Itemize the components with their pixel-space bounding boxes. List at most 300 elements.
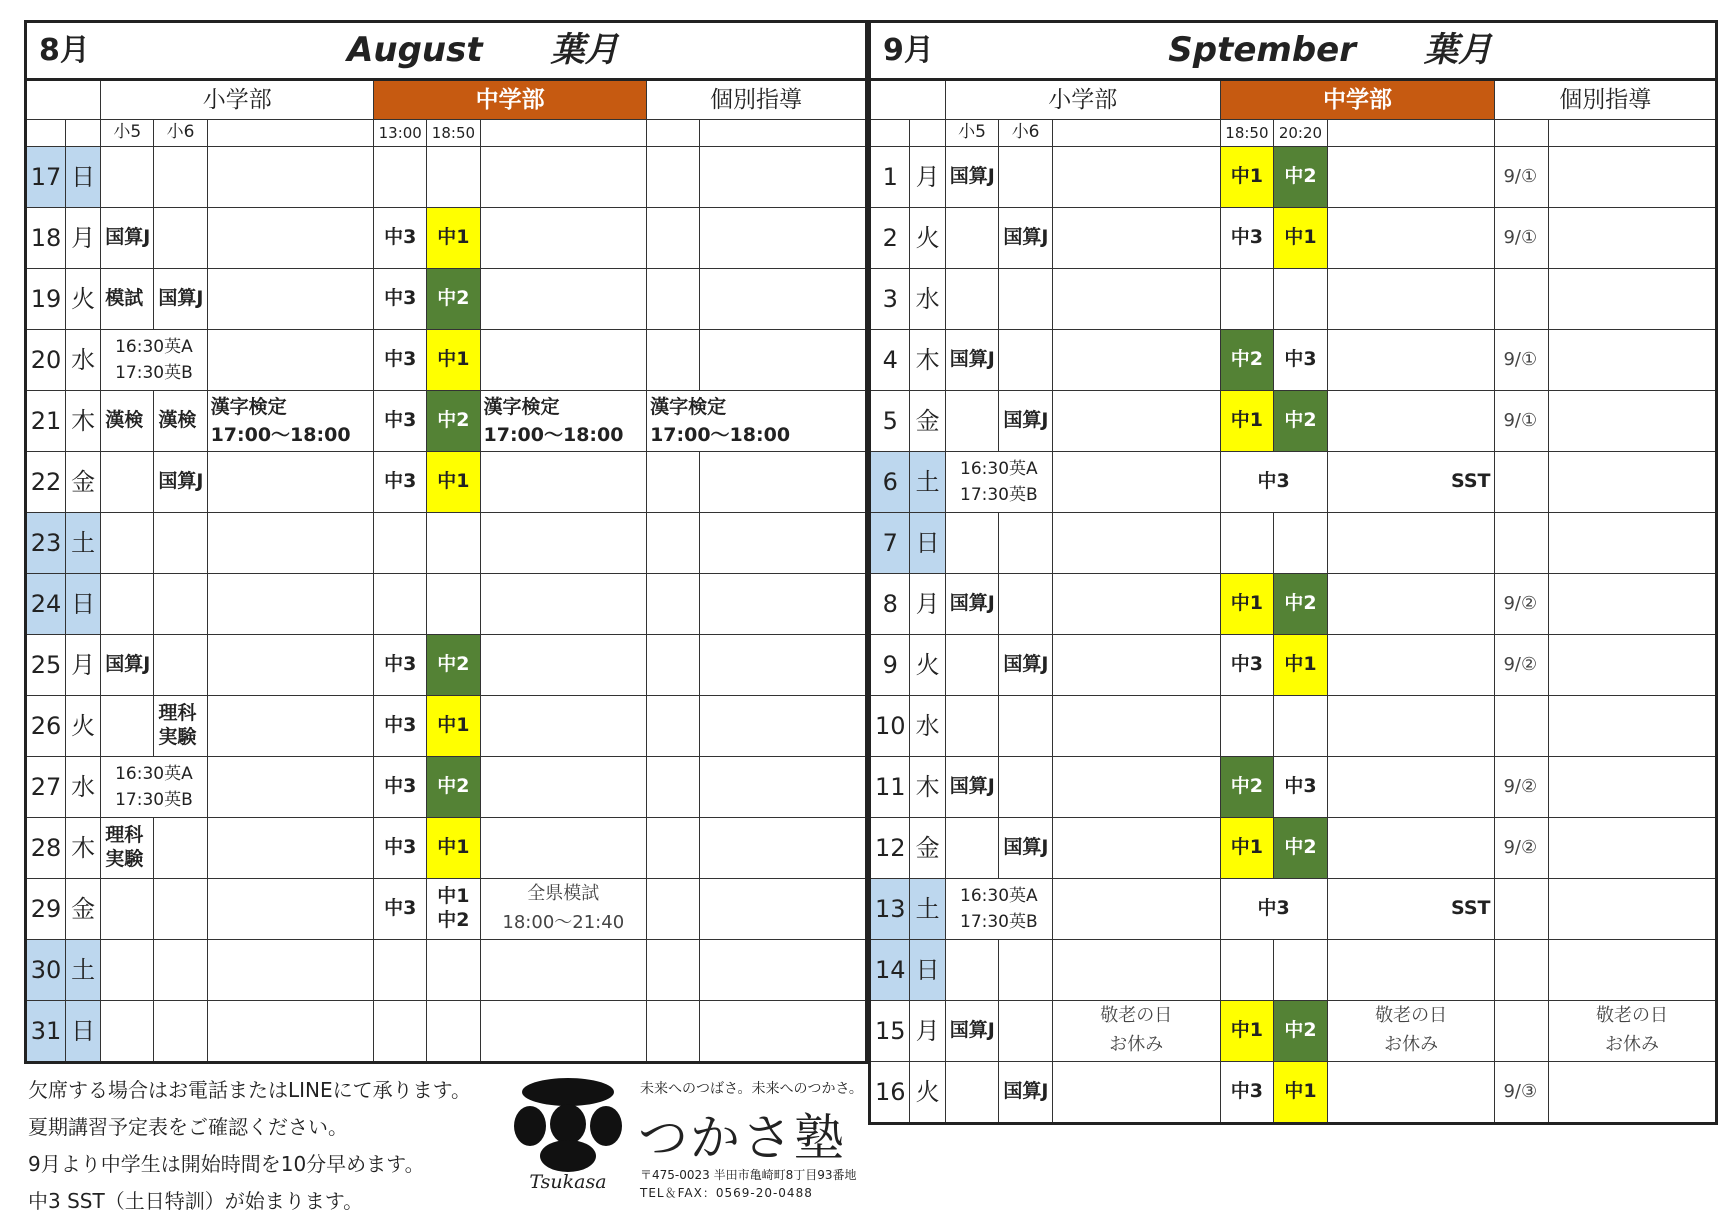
junior-high-note-cell xyxy=(1327,208,1495,269)
junior-high-note-cell xyxy=(480,208,647,269)
weekday: 火 xyxy=(910,635,945,696)
elementary-note-cell xyxy=(1052,940,1220,1001)
individual-cell-b xyxy=(1549,574,1717,635)
elementary-grade6-cell xyxy=(154,208,207,269)
individual-cell-b xyxy=(1549,330,1717,391)
junior-high-note-cell xyxy=(480,757,647,818)
elementary-grade6-cell: 国算J xyxy=(999,818,1053,879)
weekday: 水 xyxy=(66,757,101,818)
individual-cell-a xyxy=(647,696,700,757)
elementary-grade5-cell xyxy=(101,940,154,1001)
elementary-note-cell xyxy=(207,269,374,330)
individual-cell-b xyxy=(700,208,867,269)
elementary-grade6-cell: 国算J xyxy=(999,1062,1053,1124)
junior-high-time-b-cell xyxy=(1274,940,1328,1001)
elementary-grade5-cell xyxy=(945,818,999,879)
day-number: 25 xyxy=(26,635,66,696)
junior-high-note-cell xyxy=(1327,147,1495,208)
day-row xyxy=(26,391,867,452)
elementary-grade6-cell xyxy=(154,574,207,635)
elementary-note-cell xyxy=(1052,147,1220,208)
junior-high-note-cell xyxy=(480,330,647,391)
junior-high-note-cell xyxy=(480,574,647,635)
individual-cell-a xyxy=(1495,452,1549,513)
sub-blank xyxy=(66,120,101,147)
junior-high-time-b-cell: 中2 xyxy=(1274,391,1328,452)
junior-high-time-a-cell: 中2 xyxy=(1220,757,1274,818)
day-number: 13 xyxy=(870,879,910,940)
junior-high-time-b-cell: 中2 xyxy=(1274,1001,1328,1062)
day-number: 20 xyxy=(26,330,66,391)
individual-cell-b xyxy=(1549,452,1717,513)
elementary-grade6-cell: 漢検 xyxy=(154,391,207,452)
day-number: 29 xyxy=(26,879,66,940)
individual-cell-a: 9/① xyxy=(1495,147,1549,208)
sst-cell: SST xyxy=(1327,879,1495,940)
note-line: 夏期講習予定表をご確認ください。 xyxy=(28,1115,348,1139)
junior-high-time-a-cell xyxy=(374,147,427,208)
elementary-grade5-cell: 国算J xyxy=(101,208,154,269)
elementary-note-cell xyxy=(207,818,374,879)
header-blank xyxy=(870,80,946,120)
day-number: 2 xyxy=(870,208,910,269)
elementary-note-cell xyxy=(207,513,374,574)
junior-high-time-b-cell xyxy=(427,1001,480,1063)
weekday: 月 xyxy=(910,574,945,635)
individual-cell-b xyxy=(1549,208,1717,269)
note-line: 9月より中学生は開始時間を10分早めます。 xyxy=(28,1152,425,1176)
weekday: 金 xyxy=(66,879,101,940)
day-number: 10 xyxy=(870,696,910,757)
junior-high-note-cell xyxy=(480,818,647,879)
junior-high-time-b-cell: 中1 xyxy=(1274,1062,1328,1124)
elementary-note-cell xyxy=(1052,330,1220,391)
sub-header-time-b: 18:50 xyxy=(427,120,480,147)
day-row xyxy=(26,940,867,1001)
elementary-grade5-cell xyxy=(101,696,154,757)
weekday: 月 xyxy=(910,147,945,208)
elementary-note-cell xyxy=(207,696,374,757)
individual-cell-a xyxy=(647,757,700,818)
day-number: 31 xyxy=(26,1001,66,1063)
weekday: 火 xyxy=(66,269,101,330)
junior-high-time-a-cell: 中3 xyxy=(374,269,427,330)
junior-high-time-b-cell: 中1 xyxy=(1274,635,1328,696)
elementary-grade5-cell: 国算J xyxy=(945,574,999,635)
sub-blank xyxy=(647,120,700,147)
individual-cell-b xyxy=(700,818,867,879)
weekday: 火 xyxy=(910,1062,945,1124)
header-blank xyxy=(26,80,101,120)
elementary-grade5-cell xyxy=(945,940,999,1001)
junior-high-note-cell xyxy=(1327,757,1495,818)
individual-cell-a xyxy=(1495,696,1549,757)
individual-cell-b xyxy=(1549,940,1717,1001)
day-number: 30 xyxy=(26,940,66,1001)
day-number: 21 xyxy=(26,391,66,452)
august-calendar xyxy=(24,20,868,1064)
elementary-note-cell xyxy=(207,879,374,940)
junior-high-time-b-cell: 中2 xyxy=(427,757,480,818)
elementary-grade5-cell: 国算J xyxy=(945,757,999,818)
elementary-grade5-cell: 国算J xyxy=(945,1001,999,1062)
junior-high-time-a-cell: 中3 xyxy=(374,208,427,269)
junior-high-grade3-cell: 中3 xyxy=(1220,879,1327,940)
individual-cell-a xyxy=(647,574,700,635)
logo-name: つかさ塾 xyxy=(638,1109,846,1167)
elementary-note-cell xyxy=(207,757,374,818)
weekday: 日 xyxy=(66,147,101,208)
elementary-grade6-cell xyxy=(999,574,1053,635)
elementary-grade6-cell xyxy=(999,696,1053,757)
elementary-grade6-cell: 国算J xyxy=(999,391,1053,452)
elementary-note-cell xyxy=(1052,452,1220,513)
junior-high-time-a-cell: 中3 xyxy=(374,696,427,757)
individual-cell-b xyxy=(700,269,867,330)
day-row xyxy=(870,513,1717,574)
individual-cell-b xyxy=(1549,513,1717,574)
individual-cell-b xyxy=(700,452,867,513)
sub-blank xyxy=(870,120,910,147)
elementary-grade5-cell xyxy=(945,635,999,696)
individual-cell-b xyxy=(1549,818,1717,879)
day-row xyxy=(870,1001,1717,1062)
junior-high-note-cell xyxy=(1327,574,1495,635)
section-individual: 個別指導 xyxy=(1495,80,1717,120)
sub-blank xyxy=(207,120,374,147)
day-row xyxy=(26,269,867,330)
elementary-note-cell xyxy=(1052,818,1220,879)
day-number: 8 xyxy=(870,574,910,635)
elementary-note-cell xyxy=(1052,879,1220,940)
individual-cell-a xyxy=(647,818,700,879)
individual-cell-b xyxy=(1549,757,1717,818)
section-elementary: 小学部 xyxy=(101,80,374,120)
junior-high-time-b-cell: 中3 xyxy=(1274,757,1328,818)
day-row xyxy=(26,757,867,818)
individual-cell-a xyxy=(647,147,700,208)
individual-cell-b xyxy=(700,635,867,696)
day-row xyxy=(26,208,867,269)
junior-high-note-cell xyxy=(480,147,647,208)
junior-high-time-a-cell xyxy=(374,574,427,635)
day-number: 26 xyxy=(26,696,66,757)
elementary-note-cell xyxy=(1052,513,1220,574)
elementary-note-cell xyxy=(207,147,374,208)
junior-high-note-cell: 敬老の日 お休み xyxy=(1327,1001,1495,1062)
individual-cell-b xyxy=(700,1001,867,1063)
individual-cell-b xyxy=(700,513,867,574)
elementary-grade5-cell xyxy=(945,1062,999,1124)
individual-cell-a: 9/③ xyxy=(1495,1062,1549,1124)
day-row xyxy=(26,818,867,879)
elementary-grade5-cell xyxy=(945,208,999,269)
day-row xyxy=(870,269,1717,330)
individual-cell-a xyxy=(1495,513,1549,574)
day-number: 6 xyxy=(870,452,910,513)
weekday: 木 xyxy=(910,330,945,391)
junior-high-time-a-cell: 中3 xyxy=(374,635,427,696)
junior-high-time-a-cell xyxy=(1220,513,1274,574)
elementary-note-cell xyxy=(207,635,374,696)
elementary-grade6-cell xyxy=(999,147,1053,208)
junior-high-note-cell xyxy=(480,635,647,696)
junior-high-time-b-cell xyxy=(427,574,480,635)
day-number: 11 xyxy=(870,757,910,818)
individual-cell-a xyxy=(1495,940,1549,1001)
elementary-grade6-cell xyxy=(999,513,1053,574)
weekday: 金 xyxy=(910,391,945,452)
elementary-grade5-cell xyxy=(101,1001,154,1063)
logo-slogan: 未来へのつばさ。未来へのつかさ。 xyxy=(640,1081,863,1097)
day-number: 4 xyxy=(870,330,910,391)
junior-high-note-cell xyxy=(1327,818,1495,879)
individual-cell-b xyxy=(1549,269,1717,330)
day-row xyxy=(870,574,1717,635)
junior-high-time-a-cell xyxy=(1220,940,1274,1001)
elementary-english-cell: 16:30英A 17:30英B xyxy=(101,757,207,818)
individual-cell-b xyxy=(700,757,867,818)
individual-cell-b xyxy=(1549,635,1717,696)
day-number: 14 xyxy=(870,940,910,1001)
individual-cell-a: 9/① xyxy=(1495,330,1549,391)
calendar-title: August 葉月 xyxy=(101,22,867,80)
junior-high-time-a-cell xyxy=(374,1001,427,1063)
sub-header-grade6: 小6 xyxy=(154,120,207,147)
junior-high-time-a-cell xyxy=(374,940,427,1001)
day-number: 28 xyxy=(26,818,66,879)
september-calendar xyxy=(868,20,1718,1125)
individual-cell-b xyxy=(1549,147,1717,208)
elementary-note-cell xyxy=(1052,208,1220,269)
weekday: 日 xyxy=(910,940,945,1001)
individual-cell-a xyxy=(647,269,700,330)
weekday: 水 xyxy=(910,696,945,757)
individual-cell-a: 9/② xyxy=(1495,574,1549,635)
elementary-note-cell: 敬老の日 お休み xyxy=(1052,1001,1220,1062)
individual-cell-a: 9/① xyxy=(1495,208,1549,269)
junior-high-time-a-cell: 中2 xyxy=(1220,330,1274,391)
elementary-english-cell: 16:30英A 17:30英B xyxy=(101,330,207,391)
junior-high-time-a-cell: 中1 xyxy=(1220,574,1274,635)
elementary-note-cell xyxy=(1052,635,1220,696)
day-row xyxy=(26,696,867,757)
weekday: 日 xyxy=(910,513,945,574)
day-number: 27 xyxy=(26,757,66,818)
weekday: 土 xyxy=(66,940,101,1001)
individual-cell-a: 9/② xyxy=(1495,818,1549,879)
junior-high-time-b-cell: 中1 xyxy=(1274,208,1328,269)
weekday: 金 xyxy=(910,818,945,879)
junior-high-time-a-cell xyxy=(1220,269,1274,330)
individual-cell-b xyxy=(700,574,867,635)
day-number: 18 xyxy=(26,208,66,269)
day-row xyxy=(26,330,867,391)
junior-high-time-b-cell xyxy=(1274,696,1328,757)
elementary-grade5-cell xyxy=(945,269,999,330)
day-row xyxy=(26,635,867,696)
elementary-note-cell xyxy=(207,940,374,1001)
elementary-note-cell xyxy=(1052,391,1220,452)
note-line: 中3 SST（土日特訓）が始まります。 xyxy=(28,1189,364,1213)
individual-cell-a xyxy=(1495,879,1549,940)
junior-high-note-cell xyxy=(1327,940,1495,1001)
individual-cell-a xyxy=(647,452,700,513)
day-row xyxy=(870,452,1717,513)
elementary-grade6-cell xyxy=(999,940,1053,1001)
day-row xyxy=(870,818,1717,879)
section-elementary: 小学部 xyxy=(945,80,1220,120)
day-number: 7 xyxy=(870,513,910,574)
elementary-note-cell xyxy=(207,574,374,635)
junior-high-time-a-cell: 中3 xyxy=(374,818,427,879)
junior-high-note-cell xyxy=(480,696,647,757)
junior-high-time-b-cell: 中2 xyxy=(1274,818,1328,879)
individual-cell-a: 9/① xyxy=(1495,391,1549,452)
section-individual: 個別指導 xyxy=(647,80,867,120)
weekday: 火 xyxy=(910,208,945,269)
elementary-grade5-cell: 国算J xyxy=(101,635,154,696)
sub-header-grade5: 小5 xyxy=(101,120,154,147)
individual-cell-a: 9/② xyxy=(1495,757,1549,818)
junior-high-time-b-cell: 中1 xyxy=(427,452,480,513)
weekday: 月 xyxy=(910,1001,945,1062)
individual-cell-a: 9/② xyxy=(1495,635,1549,696)
elementary-grade6-cell xyxy=(154,147,207,208)
junior-high-note-cell xyxy=(480,452,647,513)
elementary-note-cell xyxy=(207,452,374,513)
weekday: 月 xyxy=(66,635,101,696)
sub-header-time-a: 18:50 xyxy=(1220,120,1274,147)
note-line: 欠席する場合はお電話またはLINEにて承ります。 xyxy=(28,1078,472,1102)
day-number: 9 xyxy=(870,635,910,696)
sub-blank xyxy=(26,120,66,147)
elementary-note-cell xyxy=(207,208,374,269)
weekday: 木 xyxy=(66,818,101,879)
elementary-grade6-cell xyxy=(154,513,207,574)
elementary-grade6-cell xyxy=(154,879,207,940)
junior-high-time-a-cell: 中3 xyxy=(374,330,427,391)
weekday: 火 xyxy=(66,696,101,757)
sub-blank xyxy=(1327,120,1495,147)
weekday: 土 xyxy=(66,513,101,574)
elementary-grade5-cell xyxy=(101,574,154,635)
elementary-grade5-cell: 国算J xyxy=(945,147,999,208)
elementary-grade6-cell: 国算J xyxy=(154,269,207,330)
junior-high-time-a-cell: 中1 xyxy=(1220,147,1274,208)
junior-high-time-b-cell: 中2 xyxy=(427,269,480,330)
weekday: 水 xyxy=(910,269,945,330)
elementary-note-cell xyxy=(207,330,374,391)
individual-cell-a xyxy=(1495,1001,1549,1062)
day-row xyxy=(870,696,1717,757)
day-row xyxy=(870,940,1717,1001)
day-number: 15 xyxy=(870,1001,910,1062)
individual-cell-b xyxy=(1549,391,1717,452)
junior-high-time-a-cell: 中3 xyxy=(374,757,427,818)
day-row xyxy=(870,1062,1717,1124)
day-number: 1 xyxy=(870,147,910,208)
individual-cell-a xyxy=(647,208,700,269)
junior-high-time-a-cell: 中3 xyxy=(1220,1062,1274,1124)
junior-high-time-a-cell: 中3 xyxy=(374,452,427,513)
sub-blank xyxy=(910,120,945,147)
elementary-note-cell xyxy=(207,1001,374,1063)
junior-high-time-b-cell: 中1 xyxy=(427,696,480,757)
day-number: 12 xyxy=(870,818,910,879)
individual-cell-b xyxy=(700,879,867,940)
elementary-grade6-cell xyxy=(999,330,1053,391)
individual-cell-a xyxy=(647,513,700,574)
junior-high-time-a-cell: 中3 xyxy=(374,391,427,452)
junior-high-time-b-cell xyxy=(427,147,480,208)
day-row xyxy=(870,879,1717,940)
weekday: 日 xyxy=(66,574,101,635)
sub-header-grade6: 小6 xyxy=(999,120,1053,147)
sub-blank xyxy=(480,120,647,147)
day-row xyxy=(870,147,1717,208)
elementary-note-cell xyxy=(1052,574,1220,635)
day-row xyxy=(26,513,867,574)
day-number: 3 xyxy=(870,269,910,330)
individual-cell-b xyxy=(700,330,867,391)
day-row xyxy=(26,452,867,513)
school-logo-block xyxy=(512,1074,872,1204)
calendar-title: Sptember 葉月 xyxy=(945,22,1716,80)
junior-high-time-b-cell: 中1 xyxy=(427,208,480,269)
junior-high-time-b-cell xyxy=(427,513,480,574)
junior-high-time-a-cell: 中1 xyxy=(1220,818,1274,879)
sub-blank xyxy=(1549,120,1717,147)
sub-header-time-b: 20:20 xyxy=(1274,120,1328,147)
sub-header-grade5: 小5 xyxy=(945,120,999,147)
junior-high-note-cell xyxy=(480,269,647,330)
sub-blank xyxy=(1495,120,1549,147)
junior-high-time-a-cell xyxy=(1220,696,1274,757)
elementary-note-cell xyxy=(1052,1062,1220,1124)
individual-cell-b xyxy=(1549,1062,1717,1124)
month-label: 9月 xyxy=(870,22,946,80)
junior-high-note-cell xyxy=(1327,391,1495,452)
junior-high-time-b-cell: 中1 中2 xyxy=(427,879,480,940)
individual-cell-b xyxy=(700,940,867,1001)
weekday: 木 xyxy=(910,757,945,818)
elementary-grade6-cell xyxy=(154,635,207,696)
individual-cell-b xyxy=(1549,696,1717,757)
junior-high-time-a-cell: 中3 xyxy=(374,879,427,940)
junior-high-time-b-cell: 中3 xyxy=(1274,330,1328,391)
day-number: 5 xyxy=(870,391,910,452)
notes-block xyxy=(28,1072,471,1220)
elementary-grade5-cell xyxy=(945,513,999,574)
logo-tel: TEL＆FAX：0569-20-0488 xyxy=(640,1186,813,1200)
junior-high-note-cell xyxy=(480,940,647,1001)
junior-high-note-cell xyxy=(1327,330,1495,391)
day-number: 22 xyxy=(26,452,66,513)
junior-high-time-b-cell: 中2 xyxy=(1274,574,1328,635)
sub-blank xyxy=(1052,120,1220,147)
junior-high-time-a-cell: 中1 xyxy=(1220,1001,1274,1062)
elementary-note-cell xyxy=(1052,696,1220,757)
weekday: 水 xyxy=(66,330,101,391)
elementary-grade6-cell: 国算J xyxy=(154,452,207,513)
section-junior-high: 中学部 xyxy=(1220,80,1495,120)
day-row xyxy=(26,1001,867,1063)
elementary-english-cell: 16:30英A 17:30英B xyxy=(945,452,1052,513)
day-row xyxy=(26,147,867,208)
weekday: 月 xyxy=(66,208,101,269)
individual-cell-a xyxy=(647,940,700,1001)
